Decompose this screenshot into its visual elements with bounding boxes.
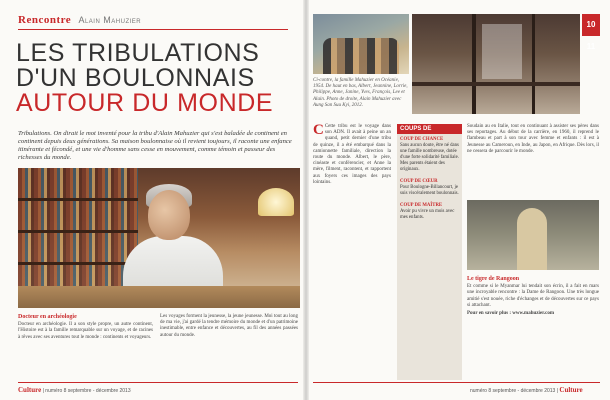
page-gutter <box>303 0 309 400</box>
boat-rail <box>412 82 580 86</box>
family-photo <box>313 14 409 74</box>
sidebar-head-coeur: COUP DE CŒUR <box>400 179 438 184</box>
right-subhead: Le tigre de Rangoon <box>467 276 520 282</box>
sidebar-head-chance: COUP DE CHANCE <box>400 137 444 142</box>
shelf-line <box>18 198 138 201</box>
left-subhead: Docteur en archéologie <box>18 314 77 320</box>
family-group <box>323 38 399 74</box>
desk-lamp <box>258 188 294 216</box>
right-text-column-1 <box>313 124 391 186</box>
statue-photo <box>467 200 599 270</box>
sidebar-text-chance: Sans aucun doute, être né dans une famille nombreuse, dotée d'une forte solidarité familiale. Mes parents étaient des originaux. <box>400 143 459 172</box>
middle-text-column: Les voyages forment la jeunesse, la jeune jeunesse. Moi tout au long de ma vie, j'ai gardé la tendre mémoire du monde et d'un patrimoine inestimable, entre enfance et découvertes, au fil des années passées autour du monde. <box>160 314 298 338</box>
footer-issue-left: | numéro 8 septembre - décembre 2013 <box>42 388 131 394</box>
section-rubric <box>18 14 141 26</box>
sidebar-body <box>397 134 462 224</box>
desk <box>18 286 300 308</box>
footer-issue-right: numéro 8 septembre - décembre 2013 | <box>470 388 559 394</box>
left-text-column <box>18 314 153 341</box>
footer-right <box>470 386 583 394</box>
right-column-3b-text: Et comme si le Myanmar lui tendait son écrin, il a fait en mars une incroyable rencontre : la Dame de Rangoon. Une très longue amitié s'est nouée, riche d'échanges et de découvertes sur ce pays si attachant. <box>467 284 599 308</box>
headline-line-2: D'UN BOULONNAIS <box>16 64 255 92</box>
sidebar-head-maitre: COUP DE MAÎTRE <box>400 203 443 208</box>
shelf-line <box>18 230 138 233</box>
sidebar-title: COUPS DE <box>397 124 462 134</box>
left-column-text: Docteur en archéologie. Il a son style propre, un autre continent, l'Histoire est à la famille remarquable sur un voyage, et de racines à rêves avec ses aventures tout le monde : continents et voyageurs. <box>18 322 153 340</box>
headline-line-3: AUTOUR DU MONDE <box>16 89 274 117</box>
sidebar-text-coeur: Pour Boulogne-Billancourt, je suis viscéralement boulonnais. <box>400 185 459 196</box>
article-intro: Tribulations. On dirait le mot inventé pour la tribu d'Alain Mahuzier qui s'est baladée de continent en continent depuis deux générations. Sa maison boulonnaise où il revient toujours, il raconte une enfance itinérante et fécondé, et une vie d'homme sans cesse en mouvement, comme témoin et passeur des richesses du monde. <box>18 130 292 161</box>
person-head <box>148 190 190 240</box>
boat-mast <box>532 14 535 114</box>
right-column-1-text: Cette tribu est le voyage dans son ADN. Il avait à peine un an quand, petit dernier d'une tribu de quinze, il a été embarqué dans la camionnette familiale, direction la route du monde. Albert, le père, cinéaste et conférencier, et Anne la mère, filment, racontent, et rapportent aux foyers ces images des pays lointains. <box>313 124 391 185</box>
article-headline <box>16 41 296 116</box>
rubric-divider <box>18 29 288 30</box>
footer-divider-right <box>313 382 600 383</box>
right-text-column-3: Soudain au en Italie, tout en continuant à assister ses pères dans ses reportages. Au début de la carrière, en 1960, il reprend le flambeau et part à son tour avec femme et enfants : il est à Jeunesse au Cameroun, en Inde, au Japon, en Afrique. Dès lors, il ne cessera de parcourir le monde. <box>467 124 599 154</box>
footer-divider-left <box>18 382 298 383</box>
sidebar-text-maitre: Avoir pu vivre un mois avec mes enfants. <box>400 209 455 220</box>
boat-sail <box>482 24 522 79</box>
rubric-label: Rencontre <box>18 14 72 26</box>
boat-mast <box>472 14 476 114</box>
footer-left <box>18 386 131 394</box>
drop-cap: C <box>313 122 324 138</box>
coups-de-sidebar <box>397 124 462 380</box>
boat-photo <box>412 14 580 114</box>
family-photo-caption: Ci-contre, la famille Mahuzier en Océanie, 1954. De haut en bas, Albert, Jeannine, Lorrie, Philippe, Anne, Janine, Yves, François, Lee et Alain. Photo de droite, Alain Mahuzier avec Aung San Suu Kyi, 2012. <box>313 78 408 108</box>
shelf-line <box>18 262 138 265</box>
footer-brand-left: Culture <box>18 386 42 394</box>
portrait-photo <box>18 168 300 308</box>
statue <box>517 208 547 270</box>
rubric-author: Alain Mahuzier <box>78 15 142 25</box>
footer-brand-right: Culture <box>559 386 583 394</box>
right-text-column-3b <box>467 276 599 317</box>
footer-note: Pour en savoir plus : www.mahuzier.com <box>467 311 554 317</box>
headline-line-1: LES TRIBULATIONS <box>16 39 260 67</box>
page-number: 10 11 <box>582 14 600 36</box>
